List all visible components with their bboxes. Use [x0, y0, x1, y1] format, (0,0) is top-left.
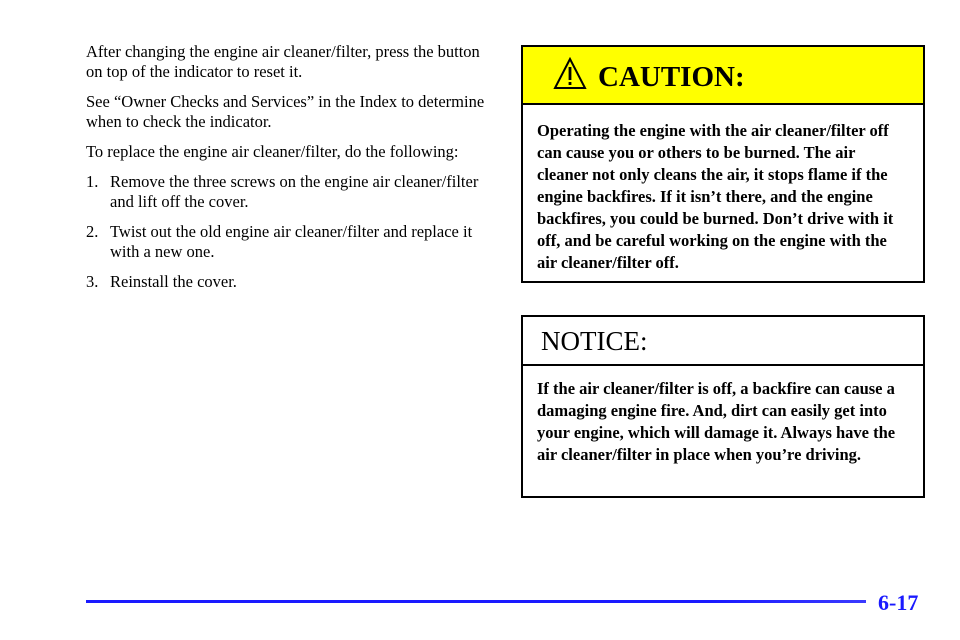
steps-list [86, 172, 496, 292]
caution-body: Operating the engine with the air cleaner/filter off can cause you or others to be burned. The air cleaner not only cleans the air, it stops flame if the engine backfires. If it isn’t there, and the engine backfires, you could be burned. Don’t drive with it off, and be careful working on the engine with the air cleaner/filter off. [537, 121, 894, 272]
notice-header [523, 317, 923, 366]
paragraph-intro-steps: To replace the engine air cleaner/filter, do the following: [86, 142, 459, 161]
left-column [86, 42, 496, 302]
page-number: 6-17 [878, 590, 919, 615]
warning-triangle-icon [553, 57, 587, 91]
list-item [86, 272, 496, 292]
step-text: Remove the three screws on the engine air cleaner/filter and lift off the cover. [110, 172, 479, 211]
step-text: Twist out the old engine air cleaner/filter and replace it with a new one. [110, 222, 473, 261]
paragraph-see-index: See “Owner Checks and Services” in the Index to determine when to check the indicator. [86, 92, 485, 131]
step-text: Reinstall the cover. [110, 272, 237, 291]
footer-rule [86, 600, 866, 603]
notice-body: If the air cleaner/filter is off, a backfire can cause a damaging engine fire. And, dirt can easily get into your engine, which will damage it. Always have the air cleaner/filter in place when you’re driving. [537, 379, 896, 464]
step-number: 2. [86, 222, 99, 241]
list-item [86, 222, 496, 262]
paragraph-reset: After changing the engine air cleaner/filter, press the button on top of the indicator to reset it. [86, 42, 480, 81]
caution-box [521, 45, 925, 283]
notice-box [521, 315, 925, 498]
step-number: 1. [86, 172, 99, 191]
list-item [86, 172, 496, 212]
step-number: 3. [86, 272, 99, 291]
notice-title: NOTICE: [541, 326, 648, 356]
caution-title: CAUTION: [598, 61, 745, 93]
caution-header [523, 47, 923, 105]
